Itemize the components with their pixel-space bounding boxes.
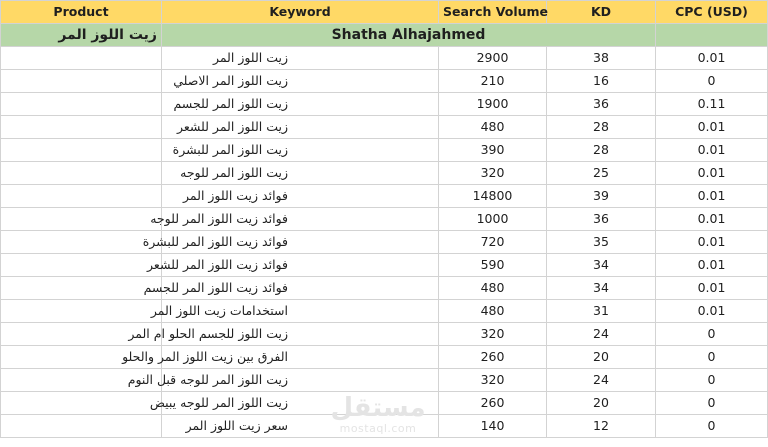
table-row [1, 70, 768, 93]
cpc-cell[interactable]: 0.01 [656, 208, 768, 231]
table-row [1, 47, 768, 70]
subheader-row [1, 24, 768, 47]
cpc-cell[interactable]: 0.01 [656, 231, 768, 254]
cpc-cell[interactable]: 0.11 [656, 93, 768, 116]
search-volume-cell[interactable]: 320 [439, 162, 547, 185]
keyword-cell[interactable]: فوائد زيت اللوز المر للجسم [162, 277, 439, 300]
table-row [1, 231, 768, 254]
search-volume-cell[interactable]: 1900 [439, 93, 547, 116]
cpc-cell[interactable]: 0.01 [656, 116, 768, 139]
subheader-empty-cell[interactable] [656, 24, 768, 47]
product-empty-cell[interactable] [1, 70, 162, 93]
kd-cell[interactable]: 20 [547, 346, 656, 369]
product-empty-cell[interactable] [1, 208, 162, 231]
search-volume-cell[interactable]: 210 [439, 70, 547, 93]
cpc-cell[interactable]: 0.01 [656, 185, 768, 208]
kd-cell[interactable]: 28 [547, 139, 656, 162]
kd-cell[interactable]: 39 [547, 185, 656, 208]
author-cell[interactable]: Shatha Alhajahmed [162, 24, 656, 47]
product-empty-cell[interactable] [1, 162, 162, 185]
search-volume-cell[interactable]: 480 [439, 277, 547, 300]
kd-cell[interactable]: 36 [547, 93, 656, 116]
keyword-cell[interactable]: سعر زيت اللوز المر [162, 415, 439, 438]
keyword-cell[interactable]: زيت اللوز المر [162, 47, 439, 70]
table-row [1, 116, 768, 139]
product-cell[interactable]: زيت اللوز المر [1, 24, 162, 47]
table-row [1, 139, 768, 162]
product-empty-cell[interactable] [1, 116, 162, 139]
product-empty-cell[interactable] [1, 231, 162, 254]
table-row [1, 208, 768, 231]
keyword-cell[interactable]: زيت اللوز المر للوجه قبل النوم [162, 369, 439, 392]
kd-cell[interactable]: 35 [547, 231, 656, 254]
table-row [1, 162, 768, 185]
product-empty-cell[interactable] [1, 47, 162, 70]
search-volume-cell[interactable]: 1000 [439, 208, 547, 231]
keyword-cell[interactable]: فوائد زيت اللوز المر للشعر [162, 254, 439, 277]
product-empty-cell[interactable] [1, 415, 162, 438]
table-row [1, 185, 768, 208]
search-volume-cell[interactable]: 480 [439, 300, 547, 323]
watermark-url: mostaql.com [339, 422, 417, 435]
search-volume-cell[interactable]: 590 [439, 254, 547, 277]
search-volume-cell[interactable]: 390 [439, 139, 547, 162]
table-row [1, 323, 768, 346]
cpc-cell[interactable]: 0 [656, 346, 768, 369]
table-row [1, 300, 768, 323]
search-volume-cell[interactable]: 140 [439, 415, 547, 438]
table-row [1, 392, 768, 415]
keyword-cell[interactable]: زيت اللوز المر للوجه يبيض [162, 392, 439, 415]
cpc-cell[interactable]: 0.01 [656, 300, 768, 323]
keyword-cell[interactable]: زيت اللوز المر للشعر [162, 116, 439, 139]
keyword-cell[interactable]: استخدامات زيت اللوز المر [162, 300, 439, 323]
header-cpc[interactable]: CPC (USD) [656, 1, 768, 24]
product-empty-cell[interactable] [1, 185, 162, 208]
cpc-cell[interactable]: 0.01 [656, 277, 768, 300]
search-volume-cell[interactable]: 480 [439, 116, 547, 139]
keyword-cell[interactable]: زيت اللوز المر للوجه [162, 162, 439, 185]
kd-cell[interactable]: 24 [547, 323, 656, 346]
cpc-cell[interactable]: 0.01 [656, 162, 768, 185]
header-keyword[interactable]: Keyword [162, 1, 439, 24]
keyword-cell[interactable]: فوائد زيت اللوز المر [162, 185, 439, 208]
cpc-cell[interactable]: 0 [656, 392, 768, 415]
product-empty-cell[interactable] [1, 254, 162, 277]
table-row [1, 369, 768, 392]
product-empty-cell[interactable] [1, 93, 162, 116]
kd-cell[interactable]: 12 [547, 415, 656, 438]
search-volume-cell[interactable]: 14800 [439, 185, 547, 208]
product-empty-cell[interactable] [1, 139, 162, 162]
watermark-logo: مستقل [330, 393, 426, 423]
cpc-cell[interactable]: 0 [656, 369, 768, 392]
kd-cell[interactable]: 34 [547, 277, 656, 300]
table-row [1, 415, 768, 438]
header-row [1, 1, 768, 24]
keyword-cell[interactable]: الفرق بين زيت اللوز المر والحلو [162, 346, 439, 369]
product-empty-cell[interactable] [1, 392, 162, 415]
kd-cell[interactable]: 34 [547, 254, 656, 277]
kd-cell[interactable]: 24 [547, 369, 656, 392]
kd-cell[interactable]: 36 [547, 208, 656, 231]
kd-cell[interactable]: 31 [547, 300, 656, 323]
table-row [1, 277, 768, 300]
search-volume-cell[interactable]: 260 [439, 346, 547, 369]
cpc-cell[interactable]: 0.01 [656, 254, 768, 277]
kd-cell[interactable]: 16 [547, 70, 656, 93]
kd-cell[interactable]: 28 [547, 116, 656, 139]
keyword-cell[interactable]: فوائد زيت اللوز المر للوجه [162, 208, 439, 231]
keyword-cell[interactable]: زيت اللوز المر الاصلي [162, 70, 439, 93]
cpc-cell[interactable]: 0 [656, 415, 768, 438]
header-search-volume[interactable]: Search Volume [439, 1, 547, 24]
keyword-cell[interactable]: زيت اللوز المر للبشرة [162, 139, 439, 162]
search-volume-cell[interactable]: 260 [439, 392, 547, 415]
table-row [1, 346, 768, 369]
cpc-cell[interactable]: 0.01 [656, 47, 768, 70]
product-empty-cell[interactable] [1, 300, 162, 323]
search-volume-cell[interactable]: 320 [439, 369, 547, 392]
keyword-cell[interactable]: فوائد زيت اللوز المر للبشرة [162, 231, 439, 254]
search-volume-cell[interactable]: 720 [439, 231, 547, 254]
keyword-cell[interactable]: زيت اللوز المر للجسم [162, 93, 439, 116]
keyword-cell[interactable]: زيت اللوز للجسم الحلو ام المر [162, 323, 439, 346]
table-row [1, 254, 768, 277]
cpc-cell[interactable]: 0 [656, 70, 768, 93]
cpc-cell[interactable]: 0 [656, 323, 768, 346]
kd-cell[interactable]: 25 [547, 162, 656, 185]
kd-cell[interactable]: 38 [547, 47, 656, 70]
kd-cell[interactable]: 20 [547, 392, 656, 415]
table-row [1, 93, 768, 116]
search-volume-cell[interactable]: 2900 [439, 47, 547, 70]
cpc-cell[interactable]: 0.01 [656, 139, 768, 162]
header-product[interactable]: Product [1, 1, 162, 24]
header-kd[interactable]: KD [547, 1, 656, 24]
search-volume-cell[interactable]: 320 [439, 323, 547, 346]
product-empty-cell[interactable] [1, 277, 162, 300]
